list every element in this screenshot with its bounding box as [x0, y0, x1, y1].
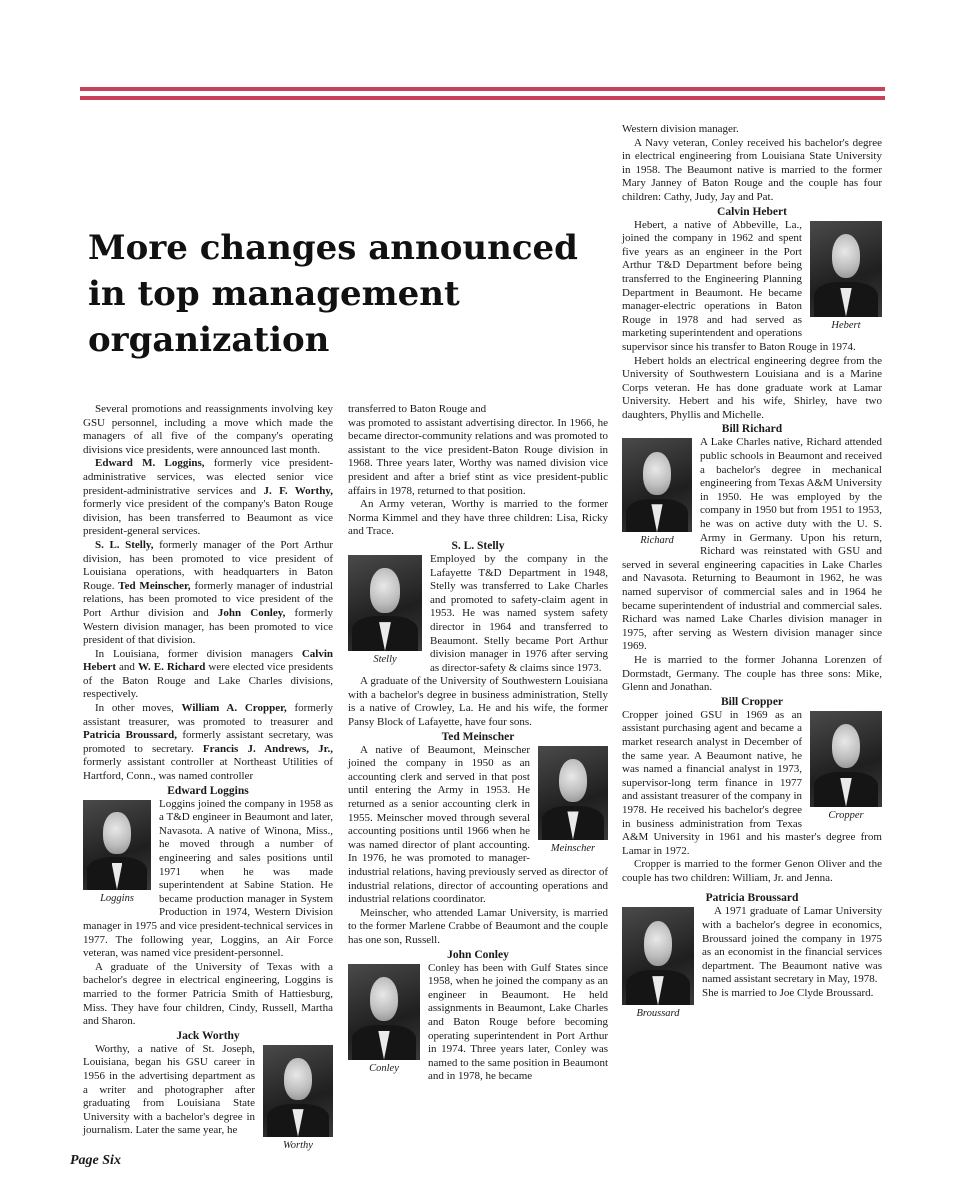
paragraph: Several promotions and reassignments involving key GSU personnel, including a move which made the managers of all five of the company's operating divisions vice presidents, were announced last month. — [83, 403, 333, 456]
paragraph: Loggins joined the company in 1958 as a T&D engineer in Beaumont and later, Navasota. A native of Winona, Miss., he moved through a number of engineering and sales positions until 1971 when he was made superintendent at Sabine Station. He became production manager in System Production in 1974, Western Division manager in 1975 and vice president-technical services in 1977. The following year, Loggins, an Air Force veteran, was named vice president-personnel. — [83, 797, 333, 960]
top-rule-1 — [80, 87, 885, 91]
paragraph: In Louisiana, former division managers Calvin Hebert and W. E. Richard were elected vice presidents of the Baton Rouge and Lake Charles divisions, respectively. — [83, 647, 334, 701]
section-heading: Patricia Broussard — [705, 892, 799, 905]
paragraph: A Lake Charles native, Richard attended public schools in Beaumont and received a bachelor's degree in mechanical engineering from Texas A&M University in 1950. He was employed by the company in 1950 but from 1951 to 1953, he was on active duty with the U. S. Army in Germany. Upon his return, Richard was reinstated with GSU and served in several engineering capacities in Lake Charles and Navasota. Returning to Beaumont in 1962, he was named supervisor of commercial sales and in 1964 he became superintendent of industrial and commercial sales. Richard was named Lake Charles division manager in 1975, after serving as Western division manager since 1969. — [622, 436, 882, 653]
photo-caption: Cropper — [828, 809, 864, 821]
portrait-image — [622, 907, 694, 1005]
paragraph: A Navy veteran, Conley received his bachelor's degree in electrical engineering from Louisiana State University in 1958. The Beaumont native is married to the former Mary Janney of Baton Rouge and the couple has four children: Cathy, Judy, Jay and Pat. — [622, 136, 882, 203]
portrait-photo — [348, 555, 422, 667]
portrait-image — [83, 800, 151, 890]
paragraph: Worthy, a native of St. Joseph, Louisiana, began his GSU career in 1956 in the advertising department as a writer and photographer after graduating from Louisiana State University with a bachelor's degree in journalism. Later the same year, he — [83, 1042, 255, 1137]
photo-caption: Meinscher — [550, 842, 596, 854]
portrait-photo — [810, 711, 882, 823]
paragraph: An Army veteran, Worthy is married to the former Norma Kimmel and they have three children: Lisa, Ricky and Trace. — [348, 498, 608, 538]
column-1 — [83, 403, 333, 1154]
paragraph: A native of Beaumont, Meinscher joined the company in 1950 as an accounting clerk and served in that post until entering the Army in 1953. He returned as a senior accounting clerk in 1955. Meinscher moved through several accounting positions until 1966 when he was named director of plant accounting. In 1976, he was promoted to manager-industrial relations, having previously served as director of industrial relations, director of accounting operations and industrial relations coordinator. — [348, 743, 608, 906]
portrait-photo — [263, 1045, 333, 1153]
paragraph: Employed by the company in the Lafayette T&D Department in 1948, Stelly was transferred to Lake Charles and promoted to safety-claim agent in 1953. He was named system safety director in 1964 and transferred to Beaumont. Stelly became Port Arthur division manager in 1976 after serving as director-safety & claims since 1973. — [430, 552, 608, 674]
paragraph: She is married to Joe Clyde Broussard. — [702, 987, 874, 1000]
section-heading: Ted Meinscher — [441, 730, 515, 743]
paragraph: S. L. Stelly, formerly manager of the Port Arthur division, has been promoted to vice president of Louisiana operations, with headquarters in Baton Rouge. Ted Meinscher, formerly manager of industrial relations, has been promoted to vice president of the Port Arthur division and John Conley, formerly Western division manager, has been promoted to vice president of that division. — [83, 538, 334, 647]
page-number: Page Six — [70, 1153, 121, 1168]
section-heading: Edward Loggins — [167, 784, 249, 797]
photo-caption: Worthy — [283, 1139, 313, 1151]
paragraph: A graduate of the University of Southwestern Louisiana with a bachelor's degree in business administration, Stelly is a native of Crowley, La. He and his wife, the former Pansy Block of Lafayette, have four sons. — [348, 675, 608, 729]
portrait-image — [348, 555, 422, 651]
portrait-image — [538, 746, 608, 840]
paragraph: A 1971 graduate of Lamar University with a bachelor's degree in economics, Broussard joined the company in 1975 as an economist in the financial services department. The Beaumont native was named assistant secretary in May, 1978. — [702, 905, 882, 986]
section-heading: Calvin Hebert — [717, 205, 787, 218]
paragraph: A graduate of the University of Texas with a bachelor's degree in electrical engineering, Loggins is married to the former Patricia Smith of Hattiesburg, Miss. They have four children, Cindy, Russell, Martha and Sharon. — [83, 960, 333, 1028]
headline: More changes announced in top management organization — [88, 228, 578, 360]
photo-caption: Stelly — [373, 653, 397, 665]
column-3 — [622, 123, 882, 1023]
paragraph: He is married to the former Johanna Lorenzen of Dormstadt, Germany. The couple has three sons: Mike, Glenn and Jonathan. — [622, 653, 882, 694]
photo-caption: Hebert — [831, 319, 861, 331]
section-heading: John Conley — [447, 948, 509, 961]
paragraph: Cropper joined GSU in 1969 as an assistant purchasing agent and became a market research analyst in December of the same year. A Beaumont native, he was named a financial analyst in 1973, supervisor-long term finance in 1977 and assistant treasurer of the company in 1978. He received his bachelor's degree in business administration from Texas A&M University in 1961 and his master's degree from Lamar in 1972. — [622, 708, 882, 857]
photo-caption: Loggins — [100, 892, 134, 904]
section-heading: Jack Worthy — [176, 1029, 240, 1042]
paragraph: Western division manager. — [622, 123, 739, 135]
portrait-image — [810, 711, 882, 807]
paragraph: Hebert holds an electrical engineering degree from the University of Southwestern Louisiana and is a Marine Corps veteran. He has done graduate work at Lamar University. Hebert and his wife, Shirley, have two daughters, Phyllis and Michelle. — [622, 354, 882, 421]
portrait-photo — [622, 907, 694, 1021]
photo-caption: Richard — [640, 535, 674, 547]
paragraph: Conley has been with Gulf States since 1958, when he joined the company as an engineer in Beaumont. He held assignments in Beaumont, Lake Charles and Baton Rouge before becoming operating superintendent in Port Arthur in 1974. Three years later, Conley was named to the same position in Beaumont and in 1978, he became — [428, 961, 608, 1083]
portrait-image — [810, 221, 882, 317]
paragraph: transferred to Baton Rouge and — [348, 403, 487, 415]
section-heading: Bill Richard — [721, 423, 783, 436]
section-heading: S. L. Stelly — [451, 539, 505, 552]
portrait-photo — [538, 746, 608, 856]
top-rule-2 — [80, 96, 885, 100]
paragraph: Meinscher, who attended Lamar University, is married to the former Marlene Crabbe of Beaumont and the couple has one son, Russell. — [348, 906, 608, 946]
portrait-image — [348, 964, 420, 1060]
portrait-photo — [810, 221, 882, 333]
paragraph: Edward M. Loggins, formerly vice president-administrative services, was elected senior vice president-administrative services and J. F. Worthy, formerly vice president of the company's Baton Rouge division, has been transferred to Beaumont as vice president-general services. — [83, 457, 333, 538]
photo-caption: Conley — [369, 1062, 399, 1074]
column-2 — [348, 403, 608, 1084]
paragraph: In other moves, William A. Cropper, formerly assistant treasurer, was promoted to treasurer and Patricia Broussard, formerly assistant secretary, was promoted to secretary. Francis J. Andrews, Jr., formerly assistant controller at Northeast Utilities of Hartford, Conn., was named controller — [83, 702, 333, 783]
portrait-image — [622, 438, 692, 532]
portrait-image — [263, 1045, 333, 1137]
paragraph: was promoted to assistant advertising director. In 1966, he became director-community relations and was promoted to assistant to the vice president-Baton Rouge division in 1968. Three years later, Worthy was named division vice president and after a brief stint as vice president-public affairs in 1978, returned to that position. — [348, 416, 608, 497]
portrait-photo — [348, 964, 420, 1076]
photo-caption: Broussard — [636, 1008, 680, 1020]
paragraph: Cropper is married to the former Genon Oliver and the couple has two children: William, Jr. and Jenna. — [622, 858, 882, 884]
section-heading: Bill Cropper — [720, 695, 784, 708]
portrait-photo — [83, 800, 151, 906]
paragraph: Hebert, a native of Abbeville, La., joined the company in 1962 and spent five years as an engineer in the Port Arthur T&D Department before being transferred to the Engineering Planning Department in Beaumont. He became manager-electric operations in Baton Rouge in 1978 and had served as marketing superintendent and operations supervisor since his transfer to Baton Rouge in 1974. — [622, 218, 856, 353]
portrait-photo — [622, 438, 692, 548]
